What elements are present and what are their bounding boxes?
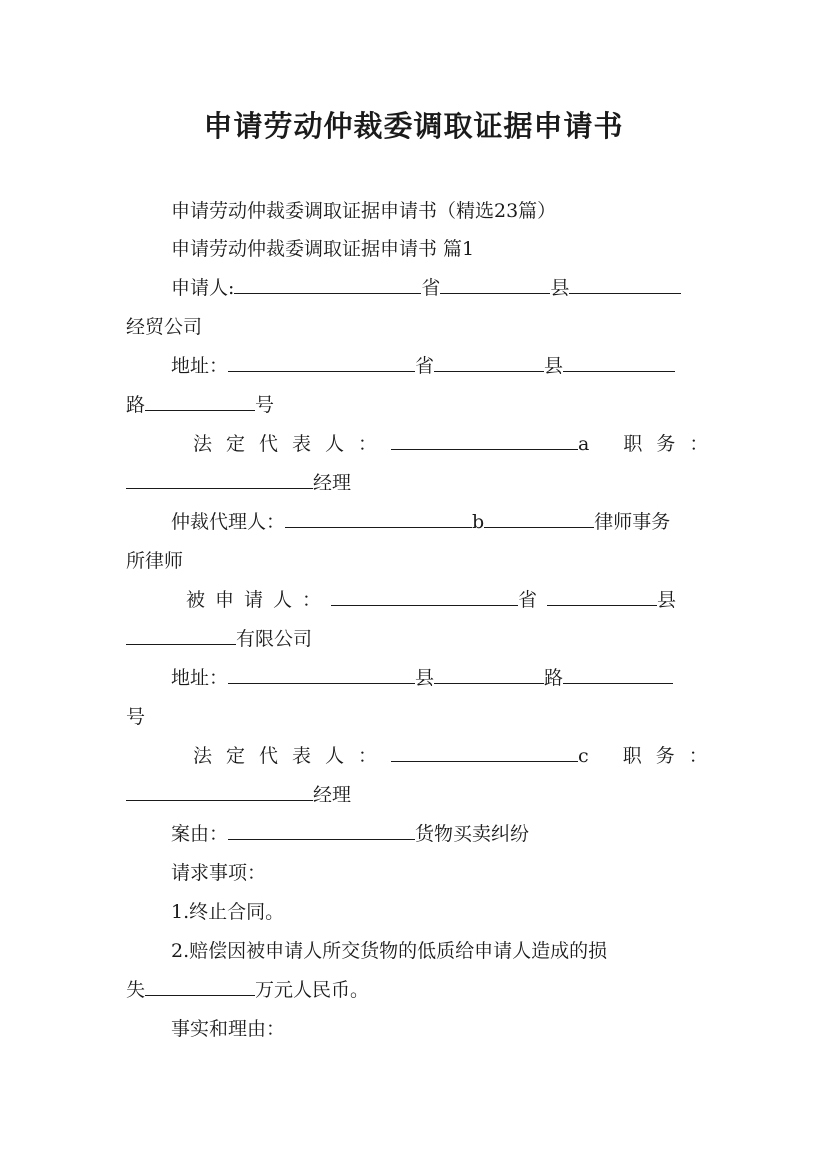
lawyer-text: 所律师: [126, 550, 184, 572]
limited-company-text: 有限公司: [236, 628, 313, 650]
province-blank: [547, 587, 657, 606]
number-label: 号: [126, 706, 146, 728]
cause-line: [171, 819, 529, 849]
position-blank: [126, 782, 313, 801]
agent-line: [171, 507, 670, 537]
requests-heading-text: 请求事项：: [171, 862, 267, 884]
address-blank: [228, 353, 415, 372]
loss-label: 失: [126, 979, 146, 1001]
lawfirm-label: 律师事务: [594, 511, 671, 533]
cause-label: 案由：: [171, 823, 229, 845]
county-label: 县: [657, 589, 687, 611]
respondent-line-cont: [126, 624, 312, 654]
facts-heading: [171, 1014, 285, 1044]
applicant-company-text: 经贸公司: [126, 316, 203, 338]
road-blank: [563, 665, 673, 684]
address-line-cont: [126, 390, 274, 420]
respondent-address-cont: [126, 702, 145, 732]
cause-text: 货物买卖纠纷: [415, 823, 530, 845]
road-label: 路: [544, 667, 564, 689]
respondent-address-line: [171, 663, 673, 693]
address-label: 地址：: [171, 667, 229, 689]
province-blank: [434, 353, 544, 372]
agent-blank: [285, 509, 472, 528]
legal-rep-blank: [391, 431, 578, 450]
county-blank: [569, 275, 681, 294]
respondent-legal-rep-cont: [126, 780, 351, 810]
respondent-label: 被申请人：: [186, 589, 332, 611]
subtitle-text: 申请劳动仲裁委调取证据申请书（精选23篇）: [171, 200, 557, 222]
province-label: 省: [415, 355, 435, 377]
section-heading-text: 申请劳动仲裁委调取证据申请书 篇1: [171, 238, 475, 260]
position-label: a 职务：: [578, 433, 723, 455]
position-label: c 职务：: [578, 745, 722, 767]
amount-blank: [145, 977, 255, 996]
request-item-1-text: 1.终止合同。: [171, 901, 285, 923]
address-blank: [228, 665, 415, 684]
province-label: 省: [421, 277, 441, 299]
county-label: 县: [550, 277, 570, 299]
manager-text: 经理: [313, 784, 352, 806]
applicant-blank: [234, 275, 421, 294]
county-label: 县: [544, 355, 564, 377]
province-blank: [440, 275, 550, 294]
respondent-legal-rep-line: [193, 741, 722, 771]
applicant-label: 申请人:: [171, 277, 235, 299]
legal-rep-label: 法定代表人：: [193, 745, 392, 767]
respondent-line: [186, 585, 686, 615]
legal-rep-label: 法定代表人：: [193, 433, 392, 455]
facts-heading-text: 事实和理由：: [171, 1018, 286, 1040]
county-blank: [434, 665, 544, 684]
number-label: 号: [255, 394, 275, 416]
request-item-2-cont: [126, 975, 369, 1005]
agent-mark: b: [472, 511, 485, 533]
company-blank: [126, 626, 236, 645]
document-title: 申请劳动仲裁委调取证据申请书: [203, 109, 624, 143]
applicant-line-cont: [126, 312, 202, 342]
county-blank: [563, 353, 675, 372]
address-line: [171, 351, 675, 381]
request-item-2: [171, 936, 607, 966]
cause-blank: [228, 821, 415, 840]
amount-unit-text: 万元人民币。: [255, 979, 370, 1001]
respondent-blank: [331, 587, 518, 606]
province-label: 省: [518, 589, 548, 611]
lawfirm-blank: [484, 509, 594, 528]
agent-label: 仲裁代理人：: [171, 511, 286, 533]
request-item-2-text: 2.赔偿因被申请人所交货物的低质给申请人造成的损: [171, 940, 608, 962]
county-label: 县: [415, 667, 435, 689]
subtitle-line: [171, 196, 556, 226]
requests-heading: [171, 858, 266, 888]
road-label: 路: [126, 394, 146, 416]
legal-rep-line-cont: [126, 468, 351, 498]
applicant-line: [171, 273, 681, 303]
position-blank: [126, 470, 313, 489]
legal-rep-line: [193, 429, 722, 459]
legal-rep-blank: [391, 743, 578, 762]
address-label: 地址：: [171, 355, 229, 377]
manager-text: 经理: [313, 472, 352, 494]
road-blank: [145, 392, 255, 411]
section-heading: [171, 234, 474, 264]
request-item-1: [171, 897, 284, 927]
agent-line-cont: [126, 546, 183, 576]
